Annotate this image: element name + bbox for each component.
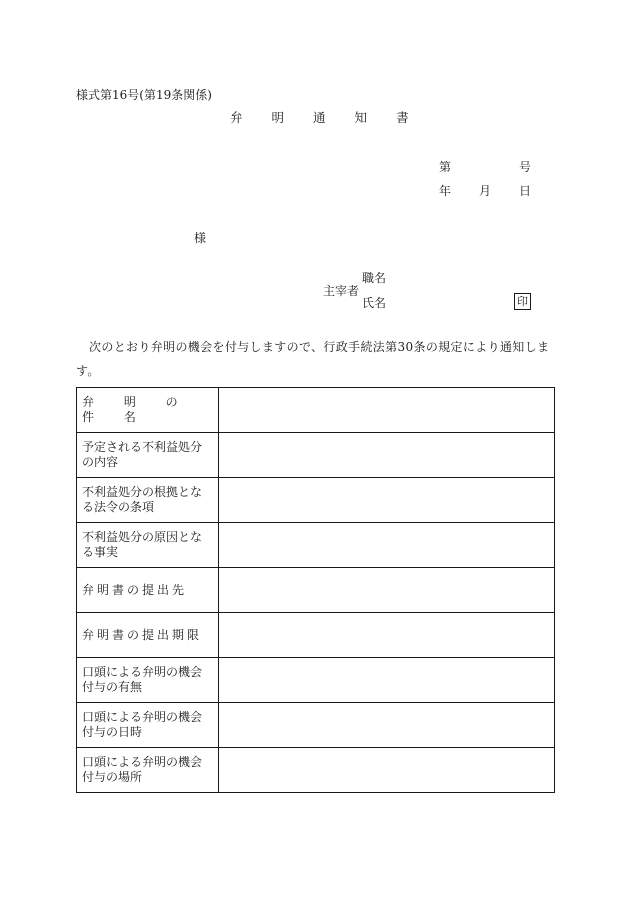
table-row xyxy=(77,388,555,433)
date-year-label: 年 xyxy=(439,184,452,198)
notice-details-table xyxy=(76,387,555,793)
table-row xyxy=(77,478,555,523)
row-value-cause-facts xyxy=(219,523,555,568)
date-month-label: 月 xyxy=(479,184,492,198)
table-row xyxy=(77,433,555,478)
document-number-suffix: 号 xyxy=(519,160,532,174)
table-row xyxy=(77,523,555,568)
issuer-role: 主宰者 xyxy=(323,284,360,298)
title-char: 明 xyxy=(271,110,285,125)
addressee-suffix: 様 xyxy=(194,231,207,245)
title-char: 通 xyxy=(313,110,326,125)
row-value-legal-basis xyxy=(219,478,555,523)
row-value-case-name xyxy=(219,388,555,433)
table-row xyxy=(77,568,555,613)
row-label-submission-deadline: 弁明書の提出期限 xyxy=(77,613,219,658)
row-value-planned-disposition xyxy=(219,433,555,478)
issuer-title-label: 職名 xyxy=(362,271,387,285)
table-row xyxy=(77,703,555,748)
document-title xyxy=(230,111,409,125)
title-char: 弁 xyxy=(230,110,243,125)
row-label-submission-destination: 弁明書の提出先 xyxy=(77,568,219,613)
form-number-label: 様式第16号(第19条関係) xyxy=(76,88,212,102)
document-number-prefix: 第 xyxy=(439,160,452,174)
row-label-planned-disposition: 予定される不利益処分の内容 xyxy=(77,433,219,478)
issuer-name-label: 氏名 xyxy=(362,296,387,310)
table-row xyxy=(77,613,555,658)
notice-body-text: 次のとおり弁明の機会を付与しますので、行政手続法第30条の規定により通知します。 xyxy=(76,340,550,378)
row-value-oral-hearing-location xyxy=(219,748,555,793)
title-char: 書 xyxy=(396,110,409,125)
row-value-submission-deadline xyxy=(219,613,555,658)
row-label-cause-facts: 不利益処分の原因となる事実 xyxy=(77,523,219,568)
row-label-case-name: 弁 明 の 件 名 xyxy=(77,388,219,433)
row-value-oral-hearing-availability xyxy=(219,658,555,703)
title-char: 知 xyxy=(354,110,368,125)
row-label-oral-hearing-availability: 口頭による弁明の機会付与の有無 xyxy=(77,658,219,703)
row-label-oral-hearing-datetime: 口頭による弁明の機会付与の日時 xyxy=(77,703,219,748)
row-value-oral-hearing-datetime xyxy=(219,703,555,748)
table-row xyxy=(77,748,555,793)
row-label-legal-basis: 不利益処分の根拠となる法令の条項 xyxy=(77,478,219,523)
table-row xyxy=(77,658,555,703)
seal-mark: 印 xyxy=(514,293,531,310)
row-label-oral-hearing-location: 口頭による弁明の機会付与の場所 xyxy=(77,748,219,793)
date-day-label: 日 xyxy=(519,184,532,198)
row-value-submission-destination xyxy=(219,568,555,613)
